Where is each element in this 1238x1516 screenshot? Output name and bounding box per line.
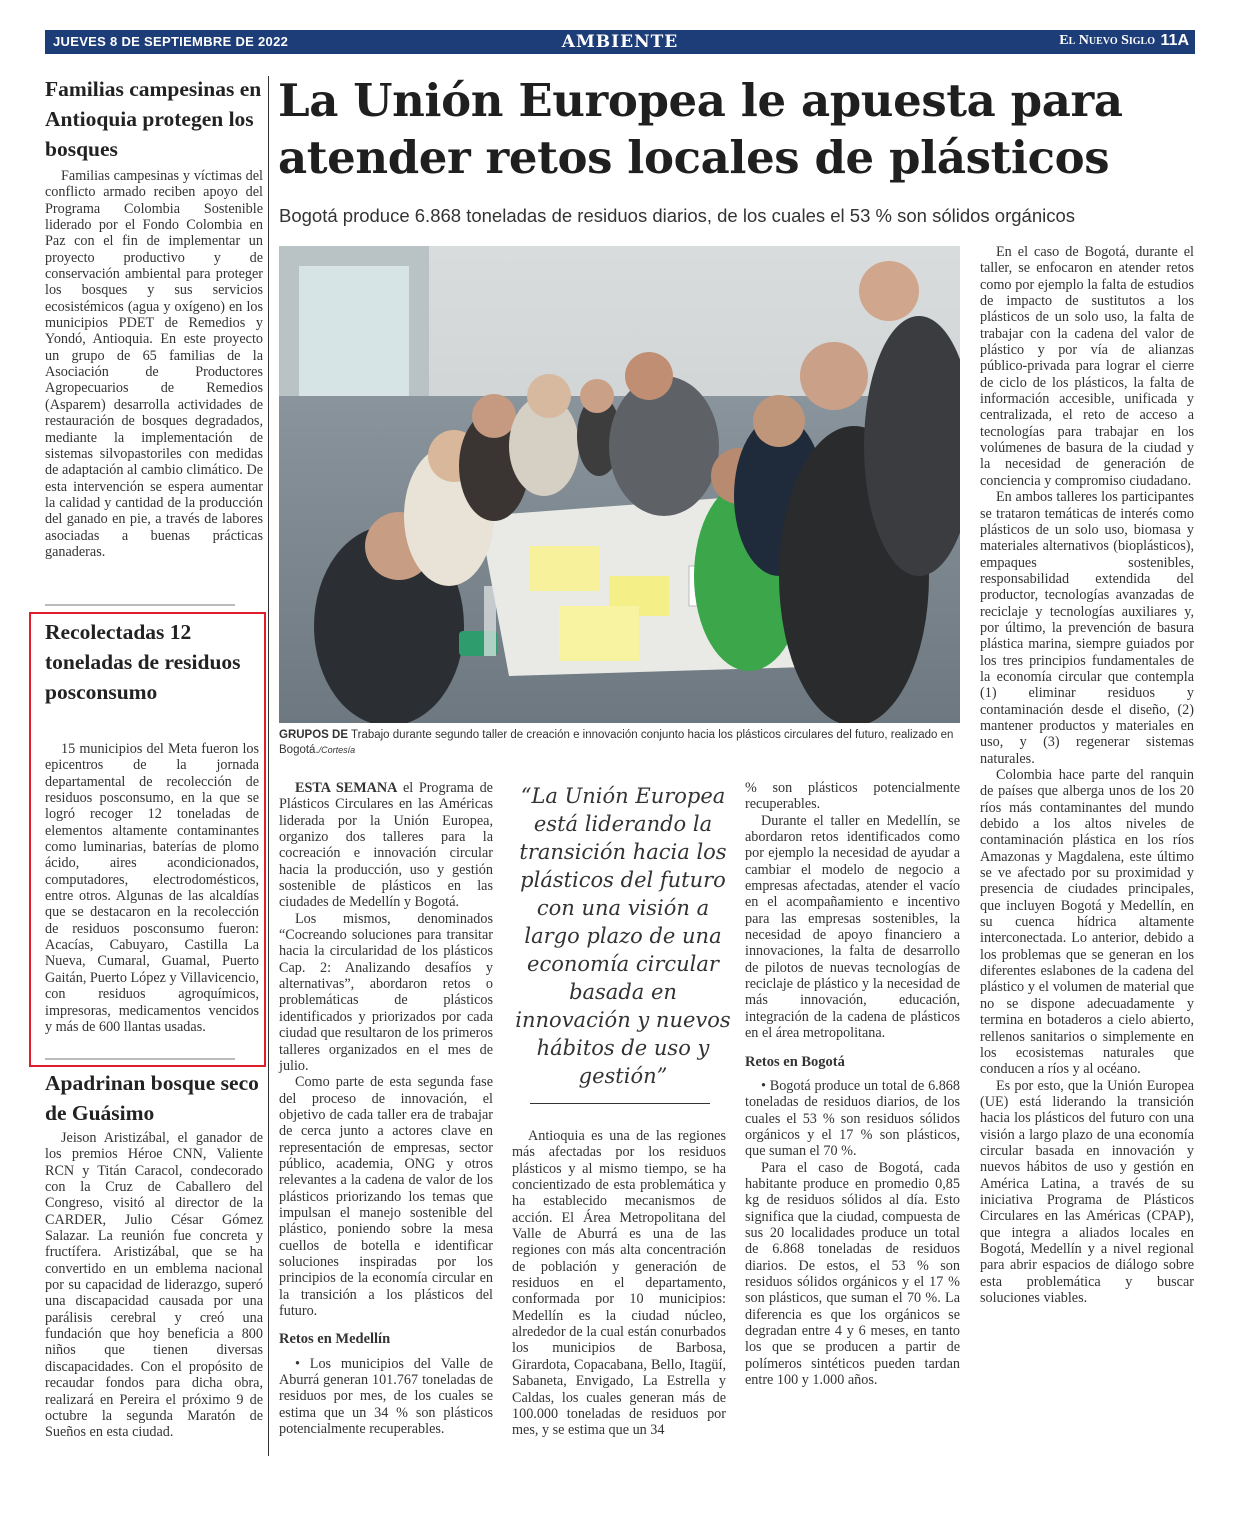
article-paragraph: Los mismos, denominados “Cocreando soluciones para transitar hacia la circularidad de los plásticos Cap. 2: Analizando desafíos y alternativas”, abordaron retos o problemáticas de plásticos identificados y priorizados por cada ciudad que resultaron de los primeros talleres organizados en el mes de julio.: [279, 910, 493, 1074]
side-story-1-title: Familias campesinas en Antioquia protegen los bosques: [45, 77, 262, 161]
issue-date: JUEVES 8 DE SEPTIEMBRE DE 2022: [53, 34, 289, 49]
side-story-2-body: 15 municipios del Meta fueron los epicentros de la jornada departamental de recolección de residuos posconsumo, en la que se logró recoger 12 toneladas de elementos altamente contaminantes como luminarias, baterías de plomo ácido, aires acondicionados, computadores, electrodomésticos, entre otros. Algunas de las alcaldías que se destacaron en la recolección de residuos posconsumo fueron: Acacías, Cabuyaro, Castilla La Nueva, Cumaral, Guamal, Puerto Gaitán, Puerto López y Villavicencio, con residuos agroquímicos, impresoras, medicamentos vencidos y más de 600 llantas usadas.: [45, 741, 259, 1035]
article-column-2: [512, 1128, 726, 1439]
side-story-3-body: Jeison Aristizábal, el ganador de los premios Héroe CNN, Valiente RCN y Titán Caracol, condecorado con la Cruz de Caballero del Congreso, visitó al director de la CARDER, Julio César Gómez Salazar. La reunión fue concreta y fructífera. Aristizábal, que se ha convertido en un emblema nacional por su capacidad de liderazgo, superó una discapacidad causada por una parálisis cerebral y creó una fundación que hoy beneficia a 800 niños que tienen diversas discapacidades. Con el propósito de recaudar fondos para dicha obra, realizará en Pereira el próximo 9 de octubre la segunda Maratón de Sueños en esta ciudad.: [45, 1130, 263, 1441]
photo-caption: [279, 728, 960, 758]
article-paragraph: Colombia hace parte del ranquin de países que alberga unos de los 20 ríos más contaminantes del mundo debido a los altos niveles de contaminación plástica en los ríos Amazonas y Magdalena, este último se ve afectado por su proximidad y presencia de ciudades principales, que incluyen Bogotá y Medellín, en su cuenca hídrica altamente interconectada. Lo anterior, debido a los problemas que se generan en los diferentes eslabones de la cadena del plástico y el volumen de material que no se dispone adecuadamente y termina en botaderos a cielo abierto, rellenos sanitarios o simplemente en los ecosistemas naturales que conducen a ríos y al océano.: [980, 767, 1194, 1078]
pull-quote-rule: [530, 1103, 710, 1104]
article-paragraph: Para el caso de Bogotá, cada habitante produce en promedio 0,85 kg de residuos sólidos al día. Esto significa que la ciudad, compuesta de sus 20 localidades produce un total de 6.868 toneladas de residuos diarios. De estos, el 53 % son residuos sólidos orgánicos y el 17 % son plásticos, que suman el 70 %. La diferencia es que los orgánicos se degradan entre 4 y 6 meses, en tanto los que se producen a partir de polímeros sintéticos pueden tardan entre 100 y 1.000 años.: [745, 1159, 960, 1389]
article-paragraph: el Programa de Plásticos Circulares en las Américas liderada por la Unión Europea, organizo dos talleres para la cocreación e innovación circular hacia la producción, uso y gestión sostenible de plásticos en las ciudades de Medellín y Bogotá.: [279, 780, 493, 911]
workshop-photo-illustration: [279, 246, 960, 723]
article-lead: ESTA SEMANA: [295, 780, 398, 796]
article-paragraph: En el caso de Bogotá, durante el taller, se enfocaron en atender retos como por ejemplo la falta de estudios de impacto de sustitutos a los plásticos de un solo uso, la falta de trabajar con la cadena del valor de plástico y por vía de alianzas público-privada para lograr el cierre de ciclo de los plásticos, la falta de información accesible, unificada y centralizada, el reto de acceso a tecnologías para trabajar en los volúmenes de basura de la ciudad y la necesidad de generación de conciencia y compromiso ciudadano.: [980, 244, 1194, 489]
section-name: AMBIENTE: [561, 32, 679, 52]
side-story-2-title: Recolectadas 12 toneladas de residuos posconsumo: [45, 620, 241, 704]
newspaper-name: El Nuevo Siglo: [1059, 33, 1155, 48]
article-column-3: [745, 780, 960, 1388]
page-number: 11A: [1160, 32, 1189, 49]
article-paragraph: % son plásticos potencialmente recuperables.: [745, 780, 960, 813]
article-paragraph: En ambos talleres los participantes se trataron temáticas de interés como plásticos de un solo uso, biomasa y materiales alternativos (bioplásticos), empaques sostenibles, responsabilidad extendida del productor, tecnologías avanzadas de reciclaje y tecnologías auxiliares y, por último, la prevención de basura plástica marina, siempre guiados por los tres principios fundamentales de la economía circular que contempla (1) eliminar residuos y contaminación desde el diseño, (2) mantener productos y materiales en uso, y (3) regenerar sistemas naturales.: [980, 489, 1194, 767]
column-divider: [268, 76, 269, 1456]
caption-credit: /Cortesía: [318, 745, 356, 755]
caption-text: Trabajo durante segundo taller de creación e innovación conjunto hacia los plásticos circulares del futuro, realizado en Bogotá.: [279, 729, 954, 756]
caption-label: GRUPOS DE: [279, 729, 349, 741]
subheading-medellin: Retos en Medellín: [279, 1331, 391, 1348]
page-header-bar: [45, 30, 1195, 54]
article-paragraph: • Bogotá produce un total de 6.868 toneladas de residuos diarios, de los cuales el 53 % son residuos sólidos orgánicos y el 17 % son plásticos, que suman el 70 %.: [745, 1077, 960, 1160]
article-paragraph: Antioquia es una de las regiones más afectadas por los residuos plásticos y al mismo tiempo, se ha concientizado de esta problemática y ha establecido mecanismos de acción. El Área Metropolitana del Valle de Aburrá es una de las regiones con más alta concentración de población y generación de residuos en el departamento, conformada por 10 municipios: Medellín es la ciudad núcleo, alrededor de la cual están conurbados los municipios de Barbosa, Girardota, Copacabana, Bello, Itagüí, Sabaneta, Envigado, La Estrella y Caldas, los cuales generan más de 100.000 toneladas de residuos por mes, y se estima que un 34: [512, 1128, 726, 1439]
article-column-1: [279, 780, 493, 1437]
subheading-bogota: Retos en Bogotá: [745, 1053, 845, 1070]
side-divider: [45, 604, 235, 606]
side-story-3-title: Apadrinan bosque seco de Guásimo: [45, 1071, 259, 1125]
article-paragraph: Como parte de esta segunda fase del proceso de innovación, el objetivo de cada taller era de trabajar de cerca junto a actores clave en representación de empresas, sector público, academia, ONG y otros relevantes a la cadena de valor de los plásticos priorizando los temas que impulsan el manejo sostenible del plástico, poniendo sobre la mesa cuellos de botella e identificar soluciones inspiradas por los principios de la economía circular en la transición a los plásticos del futuro.: [279, 1074, 493, 1319]
article-column-4: [980, 244, 1194, 1306]
article-paragraph: Es por esto, que la Unión Europea (UE) está liderando la transición hacia los plásticos del futuro con una visión a largo plazo de una economía circular basada en innovación y nuevos hábitos de uso y gestión en América Latina, a través de su iniciativa Programa de Plásticos Circulares en las Américas (CPAP), que integra a aliados locales en Bogotá, Medellín y a nivel regional para abrir espacios de diálogo sobre esta problemática y buscar soluciones viables.: [980, 1077, 1194, 1306]
main-subheadline: Bogotá produce 6.868 toneladas de residuos diarios, de los cuales el 53 % son sólidos orgánicos: [279, 205, 1076, 226]
pull-quote: “La Unión Europea está liderando la transición hacia los plásticos del futuro con una visión a largo plazo de una economía circular basada en innovación y nuevos hábitos de uso y gestión”: [515, 784, 731, 1088]
article-paragraph: Durante el taller en Medellín, se abordaron retos identificados como por ejemplo la necesidad de ayudar a cambiar el modelo de negocio a empresas afectadas, atender el vacío en el acompañamiento e incentivo para las empresas sostenibles, la necesidad de apoyo financiero a innovaciones, la falta de desarrollo de pilotos de nuevas tecnologías de reciclaje de plástico y la necesidad de más innovación, educación, integración de la cadena de plásticos en el área metropolitana.: [745, 812, 960, 1042]
side-divider: [45, 1058, 235, 1060]
article-paragraph: • Los municipios del Valle de Aburrá generan 101.767 toneladas de residuos por mes, de los cuales se estima que un 34 % son plásticos potencialmente recuperables.: [279, 1355, 493, 1438]
side-story-1-body: Familias campesinas y víctimas del conflicto armado reciben apoyo del Programa Colombia Sostenible liderado por el Fondo Colombia en Paz con el fin de implementar un proyecto productivo y de conservación ambiental para proteger los bosques y sus servicios ecosistémicos (agua y oxígeno) en los municipios PDET de Remedios y Yondó, Antioquia. En este proyecto un grupo de 65 familias de la Asociación de Productores Agropecuarios de Remedios (Asparem) desarrolla actividades de restauración de bosques degradados, mediante la implementación de sistemas silvopastoriles con medidas de adaptación al cambio climático. De esta intervención se espera aumentar la calidad y cantidad de la producción del ganado en pie, a través de labores asociadas a buenas prácticas ganaderas.: [45, 168, 263, 560]
workshop-photo: [279, 246, 960, 723]
main-headline: La Unión Europea le apuesta para atender retos locales de plásticos: [278, 74, 1123, 184]
